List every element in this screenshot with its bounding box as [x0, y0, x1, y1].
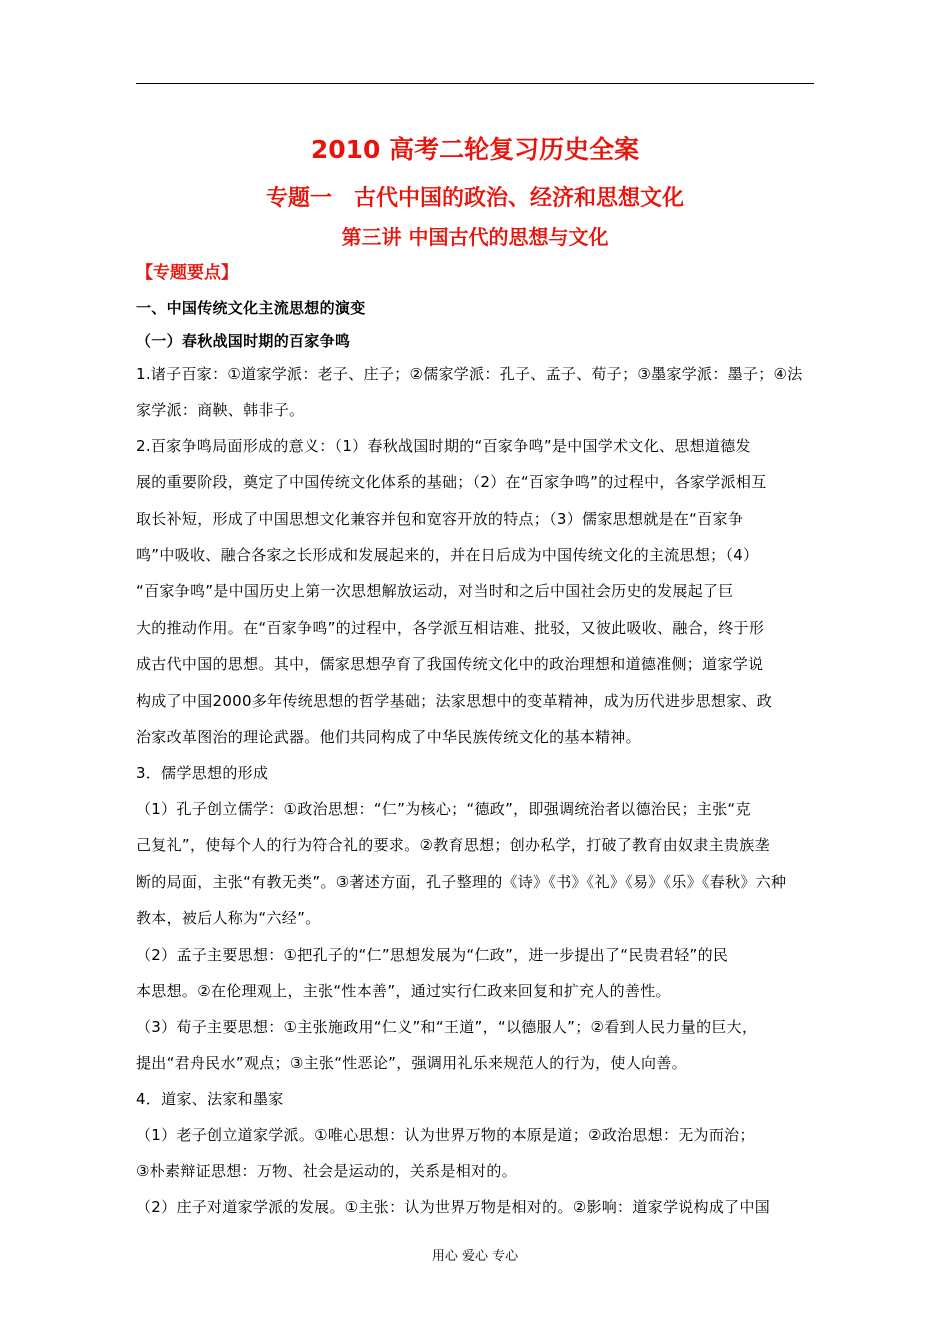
paragraph-line: 4．道家、法家和墨家 — [136, 1090, 284, 1108]
paragraph-line: 大的推动作用。在“百家争鸣”的过程中，各学派互相诘难、批驳，又彼此吸收、融合，终于形 — [136, 619, 765, 637]
paragraph-line: 2.百家争鸣局面形成的意义：（1）春秋战国时期的“百家争鸣”是中国学术文化、思想道德发 — [136, 437, 751, 455]
paragraph-line: 教本，被后人称为“六经”。 — [136, 909, 321, 927]
paragraph-line: 1.诸子百家：①道家学派：老子、庄子；②儒家学派：孔子、孟子、荀子；③墨家学派：墨子；④法 — [136, 365, 803, 383]
paragraph-line: 提出“君舟民水”观点；③主张“性恶论”，强调用礼乐来规范人的行为，使人向善。 — [136, 1054, 687, 1072]
lecture-title: 第三讲 中国古代的思想与文化 — [341, 225, 609, 249]
paragraph-line: （2）孟子主要思想：①把孔子的“仁”思想发展为“仁政”，进一步提出了“民贵君轻”的民 — [136, 946, 729, 964]
section-heading: 一、中国传统文化主流思想的演变 — [136, 299, 366, 317]
paragraph-line: 治家改革图治的理论武器。他们共同构成了中华民族传统文化的基本精神。 — [136, 728, 641, 746]
paragraph-line: “百家争鸣”是中国历史上第一次思想解放运动，对当时和之后中国社会历史的发展起了巨 — [136, 582, 734, 600]
paragraph-line: 取长补短，形成了中国思想文化兼容并包和宽容开放的特点；（3）儒家思想就是在“百家争 — [136, 510, 744, 528]
page-footer: 用心 爱心 专心 — [431, 1249, 519, 1264]
paragraph-line: 成古代中国的思想。其中，儒家思想孕育了我国传统文化中的政治理想和道德准侧；道家学说 — [136, 655, 764, 673]
paragraph-line: 构成了中国2000多年传统思想的哲学基础；法家思想中的变革精神，成为历代进步思想家、政 — [136, 692, 773, 710]
paragraph-line: 断的局面，主张“有教无类”。③著述方面，孔子整理的《诗》《书》《礼》《易》《乐》《春秋》六种 — [136, 873, 787, 891]
paragraph-line: 本思想。②在伦理观上，主张“性本善”，通过实行仁政来回复和扩充人的善性。 — [136, 982, 671, 1000]
subsection-heading: （一）春秋战国时期的百家争鸣 — [136, 332, 351, 350]
paragraph-line: ③朴素辩证思想：万物、社会是运动的，关系是相对的。 — [136, 1162, 517, 1180]
paragraph-line: 展的重要阶段，奠定了中国传统文化体系的基础；（2）在“百家争鸣”的过程中，各家学派相互 — [136, 473, 767, 491]
header-rule — [136, 83, 814, 84]
paragraph-line: （2）庄子对道家学派的发展。①主张：认为世界万物是相对的。②影响：道家学说构成了中国 — [136, 1198, 771, 1216]
paragraph-line: （1）孔子创立儒学：①政治思想：“仁”为核心；“德政”，即强调统治者以德治民；主张“克 — [136, 800, 751, 818]
paragraph-line: 鸣”中吸收、融合各家之长形成和发展起来的，并在日后成为中国传统文化的主流思想；（4） — [136, 546, 759, 564]
paragraph-line: 3．儒学思想的形成 — [136, 764, 269, 782]
paragraph-line: 己复礼”，使每个人的行为符合礼的要求。②教育思想；创办私学，打破了教育由奴隶主贵族垄 — [136, 836, 770, 854]
paragraph-line: （3）荀子主要思想：①主张施政用“仁义”和“王道”，“以德服人”；②看到人民力量的巨大， — [136, 1018, 758, 1036]
key-points-tag: 【专题要点】 — [136, 263, 238, 283]
paragraph-line: 家学派：商鞅、韩非子。 — [136, 401, 305, 419]
topic-subtitle: 专题一 古代中国的政治、经济和思想文化 — [265, 186, 684, 211]
paragraph-line: （1）老子创立道家学派。①唯心思想：认为世界万物的本原是道；②政治思想：无为而治； — [136, 1126, 755, 1144]
document-title: 2010 高考二轮复习历史全案 — [310, 135, 640, 164]
